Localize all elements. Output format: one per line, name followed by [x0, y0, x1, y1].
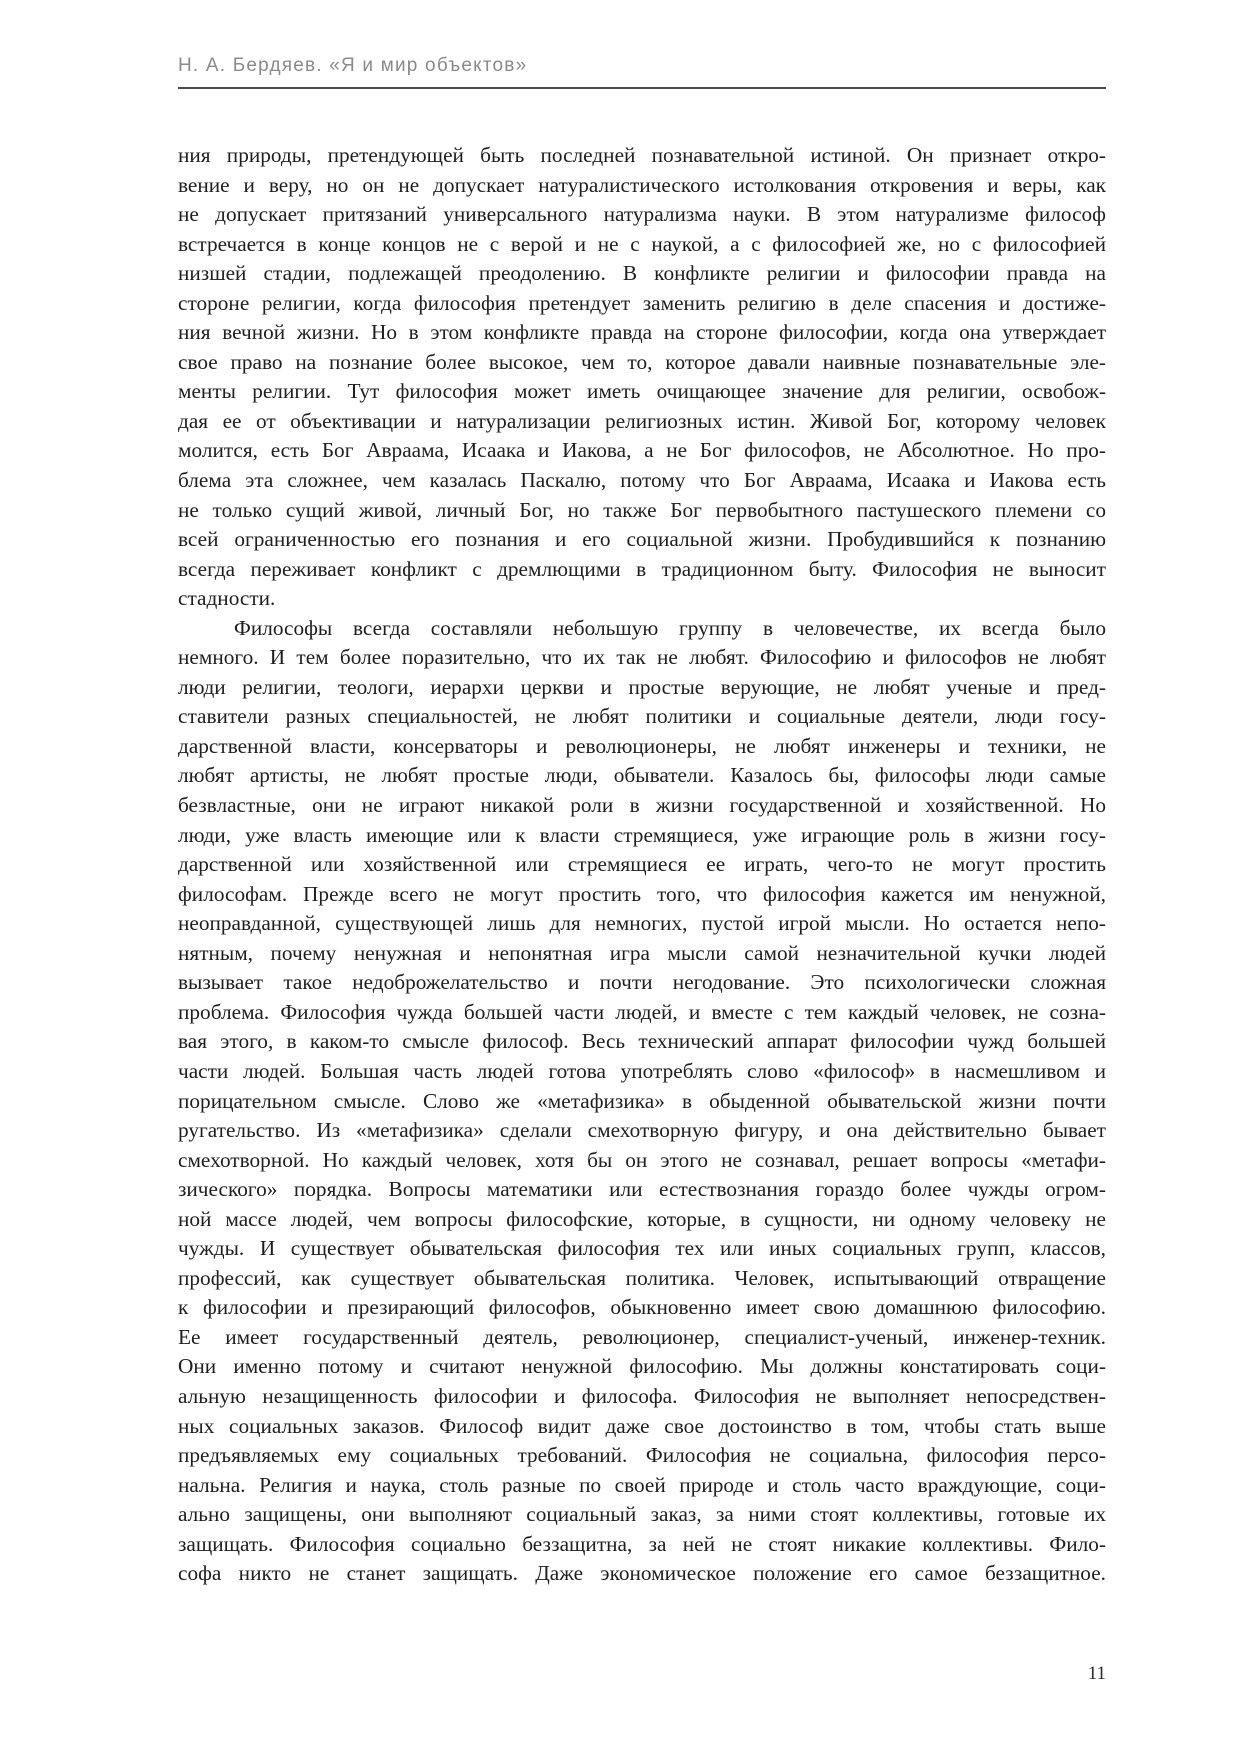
text-line: безвластные, они не играют никакой роли в жизни государственной и хозяйственной. Но — [178, 793, 1106, 818]
text-line: смехотворной. Но каждый человек, хотя бы он этого не сознавал, решает вопросы «метафи- — [178, 1147, 1106, 1172]
text-line: порицательном смысле. Слово же «метафизика» в обыденной обывательской жизни почти — [178, 1088, 1106, 1113]
text-line: нятным, почему ненужная и непонятная игра мысли самой незначительной кучки людей — [178, 940, 1106, 965]
text-line: стороне религии, когда философия претендует заменить религию в деле спасения и достиже- — [178, 290, 1106, 315]
text-line: люди религии, теологи, иерархи церкви и простые верующие, не любят ученые и пред- — [178, 674, 1106, 699]
text-line: предъявляемых ему социальных требований. Философия не социальна, философия персо- — [178, 1443, 1106, 1468]
text-line: стадности. — [178, 586, 276, 611]
text-line: зического» порядка. Вопросы математики или естествознания гораздо более чужды огром- — [178, 1177, 1106, 1202]
body-text — [178, 141, 1106, 1589]
text-line: альную незащищенность философии и философа. Философия не выполняет непосредствен- — [178, 1383, 1106, 1408]
text-line: Ее имеет государственный деятель, революционер, специалист-ученый, инженер-техник. — [178, 1324, 1106, 1349]
text-line: защищать. Философия социально беззащитна, за ней не стоят никакие коллективы. Фило- — [178, 1531, 1106, 1556]
text-line: Они именно потому и считают ненужной философию. Мы должны констатировать соци- — [178, 1354, 1106, 1379]
text-line: вение и веру, но он не допускает натуралистического истолкования откровения и веры, как — [178, 172, 1106, 197]
text-line: ально защищены, они выполняют социальный заказ, за ними стоят коллективы, готовые их — [178, 1502, 1106, 1527]
text-line: ной массе людей, чем вопросы философские, которые, в сущности, ни одному человеку не — [178, 1206, 1106, 1231]
text-line: встречается в конце концов не с верой и не с наукой, а с философией же, но с философией — [178, 231, 1106, 256]
text-line: чужды. И существует обывательская философия тех или иных социальных групп, классов, — [178, 1236, 1106, 1261]
text-line: люди, уже власть имеющие или к власти стремящиеся, уже играющие роль в жизни госу- — [178, 822, 1106, 847]
text-line: проблема. Философия чужда большей части людей, и вместе с тем каждый человек, не созна- — [178, 999, 1106, 1024]
header-rule — [178, 87, 1106, 89]
text-line: блема эта сложнее, чем казалась Паскалю, потому что Бог Авраама, Исаака и Иакова есть — [178, 468, 1106, 493]
text-line: ставители разных специальностей, не любят политики и социальные деятели, люди госу- — [178, 704, 1106, 729]
page-number: 11 — [1087, 1663, 1106, 1684]
text-line: нальна. Религия и наука, столь разные по своей природе и столь часто враждующие, соци- — [178, 1472, 1106, 1497]
text-line: дарственной или хозяйственной или стремящиеся ее играть, чего-то не могут простить — [178, 852, 1106, 877]
text-line: ных социальных заказов. Философ видит даже свое достоинство в том, чтобы стать выше — [178, 1413, 1106, 1438]
text-line: менты религии. Тут философия может иметь очищающее значение для религии, освобож- — [178, 379, 1106, 404]
text-line: любят артисты, не любят простые люди, обыватели. Казалось бы, философы люди самые — [178, 763, 1106, 788]
text-line: всегда переживает конфликт с дремлющими в традиционном быту. Философия не выносит — [178, 556, 1106, 581]
text-line: молится, есть Бог Авраама, Исаака и Иакова, а не Бог философов, не Абсолютное. Но про- — [178, 438, 1106, 463]
running-header: Н. А. Бердяев. «Я и мир объектов» — [178, 55, 528, 76]
text-line: вызывает такое недоброжелательство и почти негодование. Это психологически сложная — [178, 970, 1106, 995]
text-line: профессий, как существует обывательская политика. Человек, испытывающий отвращение — [178, 1265, 1106, 1290]
text-line: всей ограниченностью его познания и его социальной жизни. Пробудившийся к познанию — [178, 527, 1106, 552]
text-line: неоправданной, существующей лишь для немногих, пустой игрой мысли. Но остается непо- — [178, 911, 1106, 936]
text-line: дарственной власти, консерваторы и революционеры, не любят инженеры и техники, не — [178, 733, 1106, 758]
text-line: не только сущий живой, личный Бог, но также Бог первобытного пастушеского племени со — [178, 497, 1106, 522]
text-line: философам. Прежде всего не могут простить того, что философия кажется им ненужной, — [178, 881, 1106, 906]
text-line: ния природы, претендующей быть последней познавательной истиной. Он признает откро- — [178, 143, 1106, 167]
text-line: свое право на познание более высокое, чем то, которое давали наивные познавательные эле- — [178, 349, 1106, 374]
paragraph — [178, 614, 1106, 1589]
text-line: вая этого, в каком-то смысле философ. Весь технический аппарат философии чужд большей — [178, 1029, 1106, 1054]
text-line: дая ее от объективации и натурализации религиозных истин. Живой Бог, которому человек — [178, 408, 1106, 433]
text-line: части людей. Большая часть людей готова употреблять слово «философ» в насмешливом и — [178, 1058, 1106, 1083]
text-line: немного. И тем более поразительно, что их так не любят. Философию и философов не любят — [178, 645, 1106, 670]
text-line: низшей стадии, подлежащей преодолению. В конфликте религии и философии правда на — [178, 261, 1106, 286]
paragraph — [178, 141, 1106, 614]
text-line: Философы всегда составляли небольшую группу в человечестве, их всегда было — [234, 615, 1106, 640]
text-line: софа никто не станет защищать. Даже экономическое положение его самое беззащитное. — [178, 1561, 1106, 1586]
text-line: не допускает притязаний универсального натурализма науки. В этом натурализме философ — [178, 202, 1106, 227]
text-line: ругательство. Из «метафизика» сделали смехотворную фигуру, и она действительно бывает — [178, 1118, 1106, 1143]
text-line: ния вечной жизни. Но в этом конфликте правда на стороне философии, когда она утверждает — [178, 320, 1106, 345]
text-line: к философии и презирающий философов, обыкновенно имеет свою домашнюю философию. — [178, 1295, 1106, 1320]
